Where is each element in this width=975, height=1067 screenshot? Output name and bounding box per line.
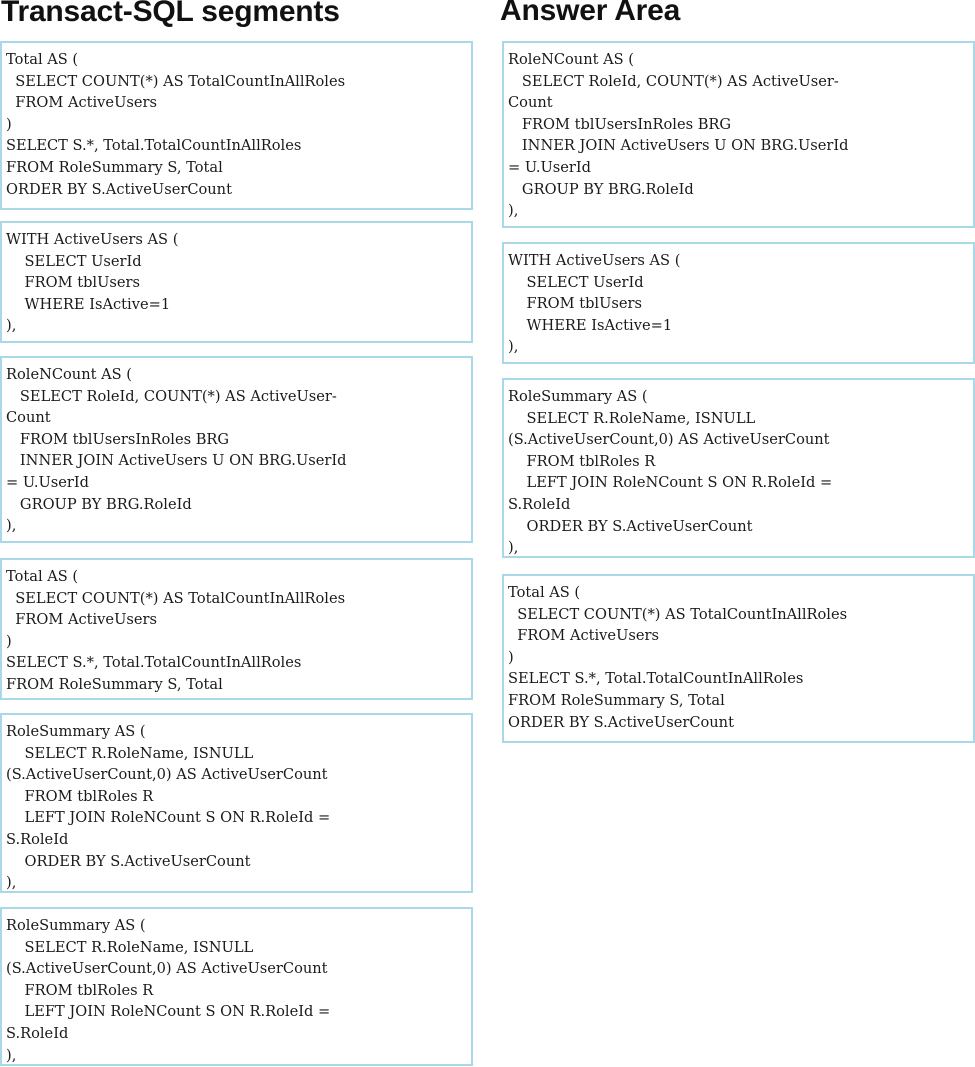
code-line: SELECT S.*, Total.TotalCountInAllRoles — [6, 654, 302, 672]
segment-box-total[interactable] — [0, 558, 473, 700]
code-line: GROUP BY BRG.RoleId — [508, 180, 694, 198]
code-line: SELECT S.*, Total.TotalCountInAllRoles — [508, 670, 804, 688]
code-line: INNER JOIN ActiveUsers U ON BRG.UserId — [6, 452, 347, 470]
code-line: FROM RoleSummary S, Total — [508, 691, 725, 709]
code-line: ), — [508, 202, 519, 220]
code-line: WHERE IsActive=1 — [6, 295, 171, 313]
code-line: ORDER BY S.ActiveUserCount — [6, 852, 251, 870]
code-line: ), — [6, 317, 17, 335]
code-line: S.RoleId — [508, 495, 571, 513]
code-line: SELECT COUNT(*) AS TotalCountInAllRoles — [508, 605, 848, 623]
answer-slot-4[interactable] — [502, 574, 975, 743]
code-line: FROM tblUsersInRoles BRG — [6, 430, 230, 448]
code-line: ORDER BY S.ActiveUserCount — [6, 180, 232, 198]
code-line: FROM ActiveUsers — [6, 611, 157, 629]
code-line: LEFT JOIN RoleNCount S ON R.RoleId = — [508, 474, 833, 492]
code-line: ORDER BY S.ActiveUserCount — [508, 517, 753, 535]
code-line: FROM RoleSummary S, Total — [6, 158, 223, 176]
code-line: SELECT UserId — [6, 252, 142, 270]
code-line: RoleNCount AS ( — [6, 366, 132, 383]
code-line: INNER JOIN ActiveUsers U ON BRG.UserId — [508, 137, 849, 155]
code-line: (S.ActiveUserCount,0) AS ActiveUserCount — [508, 431, 830, 449]
code-line: Total AS ( — [508, 584, 581, 601]
code-line: SELECT S.*, Total.TotalCountInAllRoles — [6, 137, 302, 155]
code-line: FROM tblUsersInRoles BRG — [508, 115, 732, 133]
code-line: SELECT COUNT(*) AS TotalCountInAllRoles — [6, 72, 346, 90]
code-line: SELECT R.RoleName, ISNULL — [508, 409, 756, 427]
code-line: Total AS ( — [6, 568, 79, 585]
code-line: ), — [6, 517, 17, 535]
code-line: S.RoleId — [6, 830, 69, 848]
code-line: FROM RoleSummary S, Total — [6, 675, 223, 693]
code-line: FROM tblRoles R — [6, 981, 154, 999]
code-line: WITH ActiveUsers AS ( — [6, 231, 179, 248]
code-line: FROM ActiveUsers — [508, 627, 659, 645]
code-line: GROUP BY BRG.RoleId — [6, 495, 192, 513]
code-line: SELECT R.RoleName, ISNULL — [6, 744, 254, 762]
code-line: = U.UserId — [508, 158, 591, 176]
code-line: FROM ActiveUsers — [6, 94, 157, 112]
code-line: ), — [508, 338, 519, 356]
code-line: ORDER BY S.ActiveUserCount — [508, 713, 734, 731]
code-line: SELECT RoleId, COUNT(*) AS ActiveUser- — [508, 72, 839, 90]
code-line: ) — [6, 632, 12, 650]
code-line: RoleNCount AS ( — [508, 51, 634, 68]
code-line: SELECT R.RoleName, ISNULL — [6, 938, 254, 956]
code-line: Count — [6, 409, 51, 427]
answer-area-heading: Answer Area — [500, 0, 681, 27]
segments-heading: Transact-SQL segments — [1, 0, 340, 28]
code-line: WHERE IsActive=1 — [508, 316, 673, 334]
code-line: ), — [508, 539, 519, 557]
answer-slot-1[interactable] — [502, 41, 975, 228]
answer-slot-3[interactable] — [502, 378, 975, 558]
segment-box-with-active-users[interactable] — [0, 221, 473, 343]
code-line: RoleSummary AS ( — [508, 388, 648, 405]
code-line: S.RoleId — [6, 1024, 69, 1042]
code-line: FROM tblUsers — [6, 274, 140, 292]
code-line: RoleSummary AS ( — [6, 917, 146, 934]
code-line: FROM tblUsers — [508, 295, 642, 313]
code-line: SELECT RoleId, COUNT(*) AS ActiveUser- — [6, 387, 337, 405]
code-line: ) — [508, 648, 514, 666]
code-line: (S.ActiveUserCount,0) AS ActiveUserCount — [6, 766, 328, 784]
code-line: SELECT COUNT(*) AS TotalCountInAllRoles — [6, 589, 346, 607]
code-line: ) — [6, 115, 12, 133]
code-line: WITH ActiveUsers AS ( — [508, 252, 681, 269]
code-line: = U.UserId — [6, 473, 89, 491]
code-line: ), — [6, 1046, 17, 1064]
segment-box-total-order-by[interactable] — [0, 41, 473, 210]
code-line: Count — [508, 94, 553, 112]
segment-box-role-summary[interactable] — [0, 907, 473, 1066]
code-line: RoleSummary AS ( — [6, 723, 146, 740]
code-line: (S.ActiveUserCount,0) AS ActiveUserCount — [6, 960, 328, 978]
code-line: SELECT UserId — [508, 273, 644, 291]
code-line: Total AS ( — [6, 51, 79, 68]
answer-slot-2[interactable] — [502, 242, 975, 364]
segment-box-role-summary-order-by[interactable] — [0, 713, 473, 893]
code-line: ), — [6, 874, 17, 892]
code-line: FROM tblRoles R — [6, 787, 154, 805]
code-line: FROM tblRoles R — [508, 452, 656, 470]
segment-box-role-n-count[interactable] — [0, 356, 473, 543]
code-line: LEFT JOIN RoleNCount S ON R.RoleId = — [6, 1003, 331, 1021]
code-line: LEFT JOIN RoleNCount S ON R.RoleId = — [6, 809, 331, 827]
